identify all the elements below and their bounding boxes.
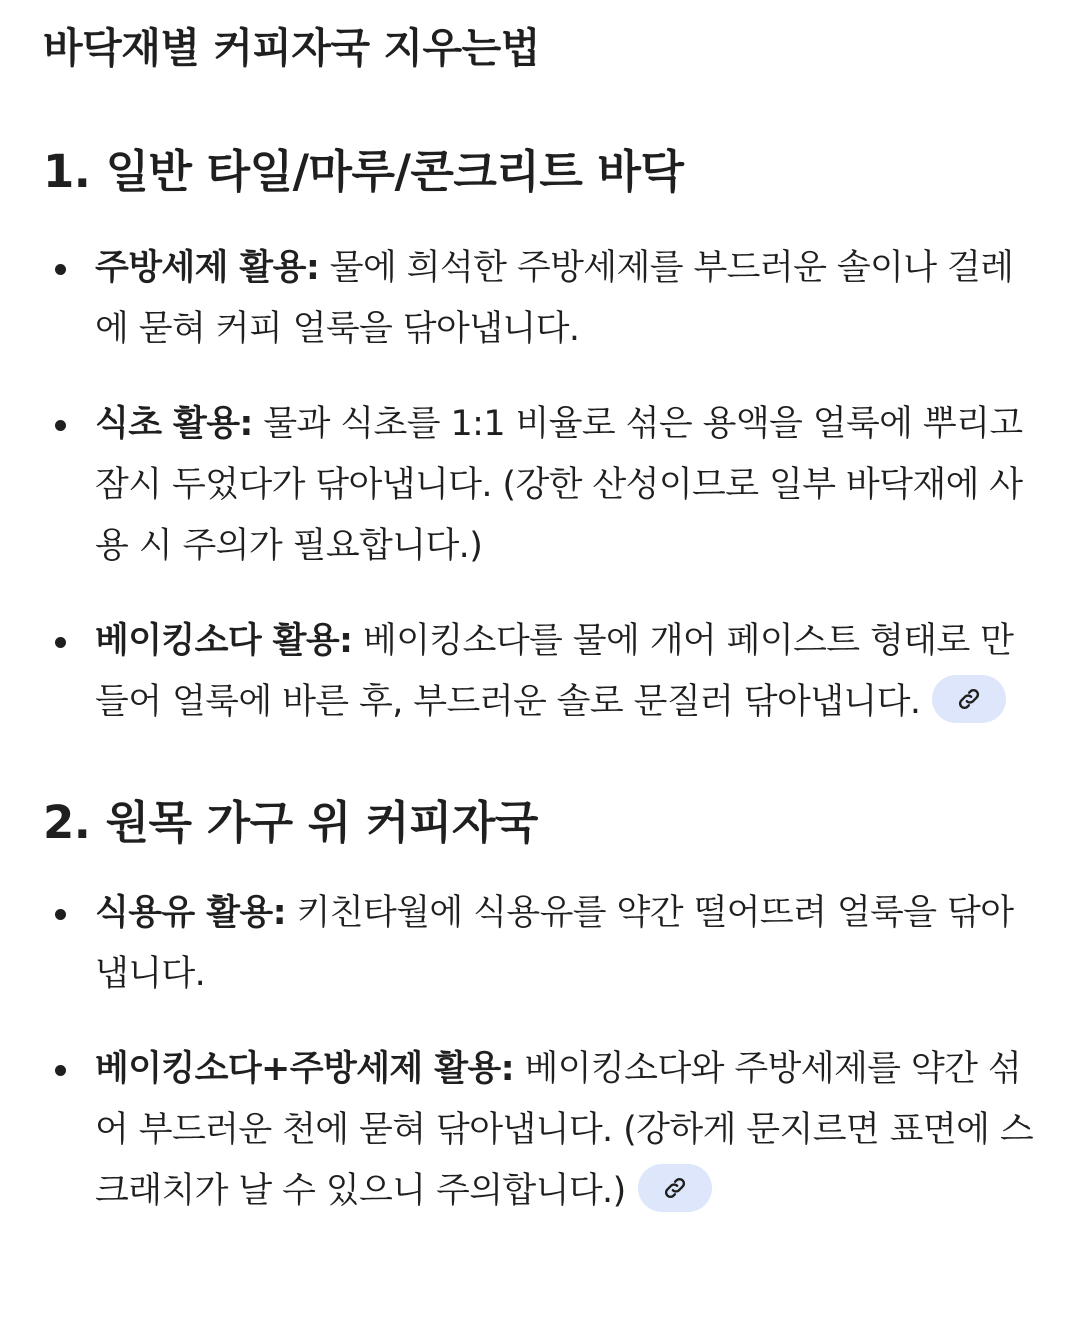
wood-method-list [43, 883, 1044, 1222]
list-item [43, 611, 1044, 733]
method-text: 베이킹소다를 물에 개어 페이스트 형태로 만들어 얼룩에 바른 후, 부드러운 솔로 문질러 닦아냅니다. [95, 621, 1014, 722]
list-item [43, 1039, 1044, 1222]
source-link-button[interactable] [932, 675, 1006, 723]
method-text: 물과 식초를 1:1 비율로 섞은 용액을 얼룩에 뿌리고 잠시 두었다가 닦아냅니다. (강한 산성이므로 일부 바닥재에 사용 시 주의가 필요합니다.) [95, 404, 1023, 566]
method-text: 물에 희석한 주방세제를 부드러운 솔이나 걸레에 묻혀 커피 얼룩을 닦아냅니다. [95, 248, 1014, 349]
method-text: 키친타월에 식용유를 약간 떨어뜨려 얼룩을 닦아냅니다. [95, 893, 1014, 994]
link-icon [956, 686, 982, 712]
method-label: 베이킹소다 활용: [95, 621, 353, 661]
method-label: 식용유 활용: [95, 893, 287, 933]
document-title: 바닥재별 커피자국 지우는법 [43, 24, 540, 72]
method-label: 식초 활용: [95, 404, 253, 444]
method-label: 주방세제 활용: [95, 248, 320, 288]
list-item [43, 883, 1044, 1005]
method-text: 베이킹소다와 주방세제를 약간 섞어 부드러운 천에 묻혀 닦아냅니다. (강하게 문지르면 표면에 스크래치가 날 수 있으니 주의합니다.) [95, 1049, 1034, 1211]
section-heading-floor: 1. 일반 타일/마루/콘크리트 바닥 [43, 145, 684, 198]
section-heading-wood-furniture: 2. 원목 가구 위 커피자국 [43, 796, 538, 849]
list-item [43, 238, 1044, 360]
link-icon [662, 1175, 688, 1201]
source-link-button[interactable] [638, 1164, 712, 1212]
floor-method-list [43, 238, 1044, 733]
list-item [43, 394, 1044, 577]
method-label: 베이킹소다+주방세제 활용: [95, 1049, 515, 1089]
